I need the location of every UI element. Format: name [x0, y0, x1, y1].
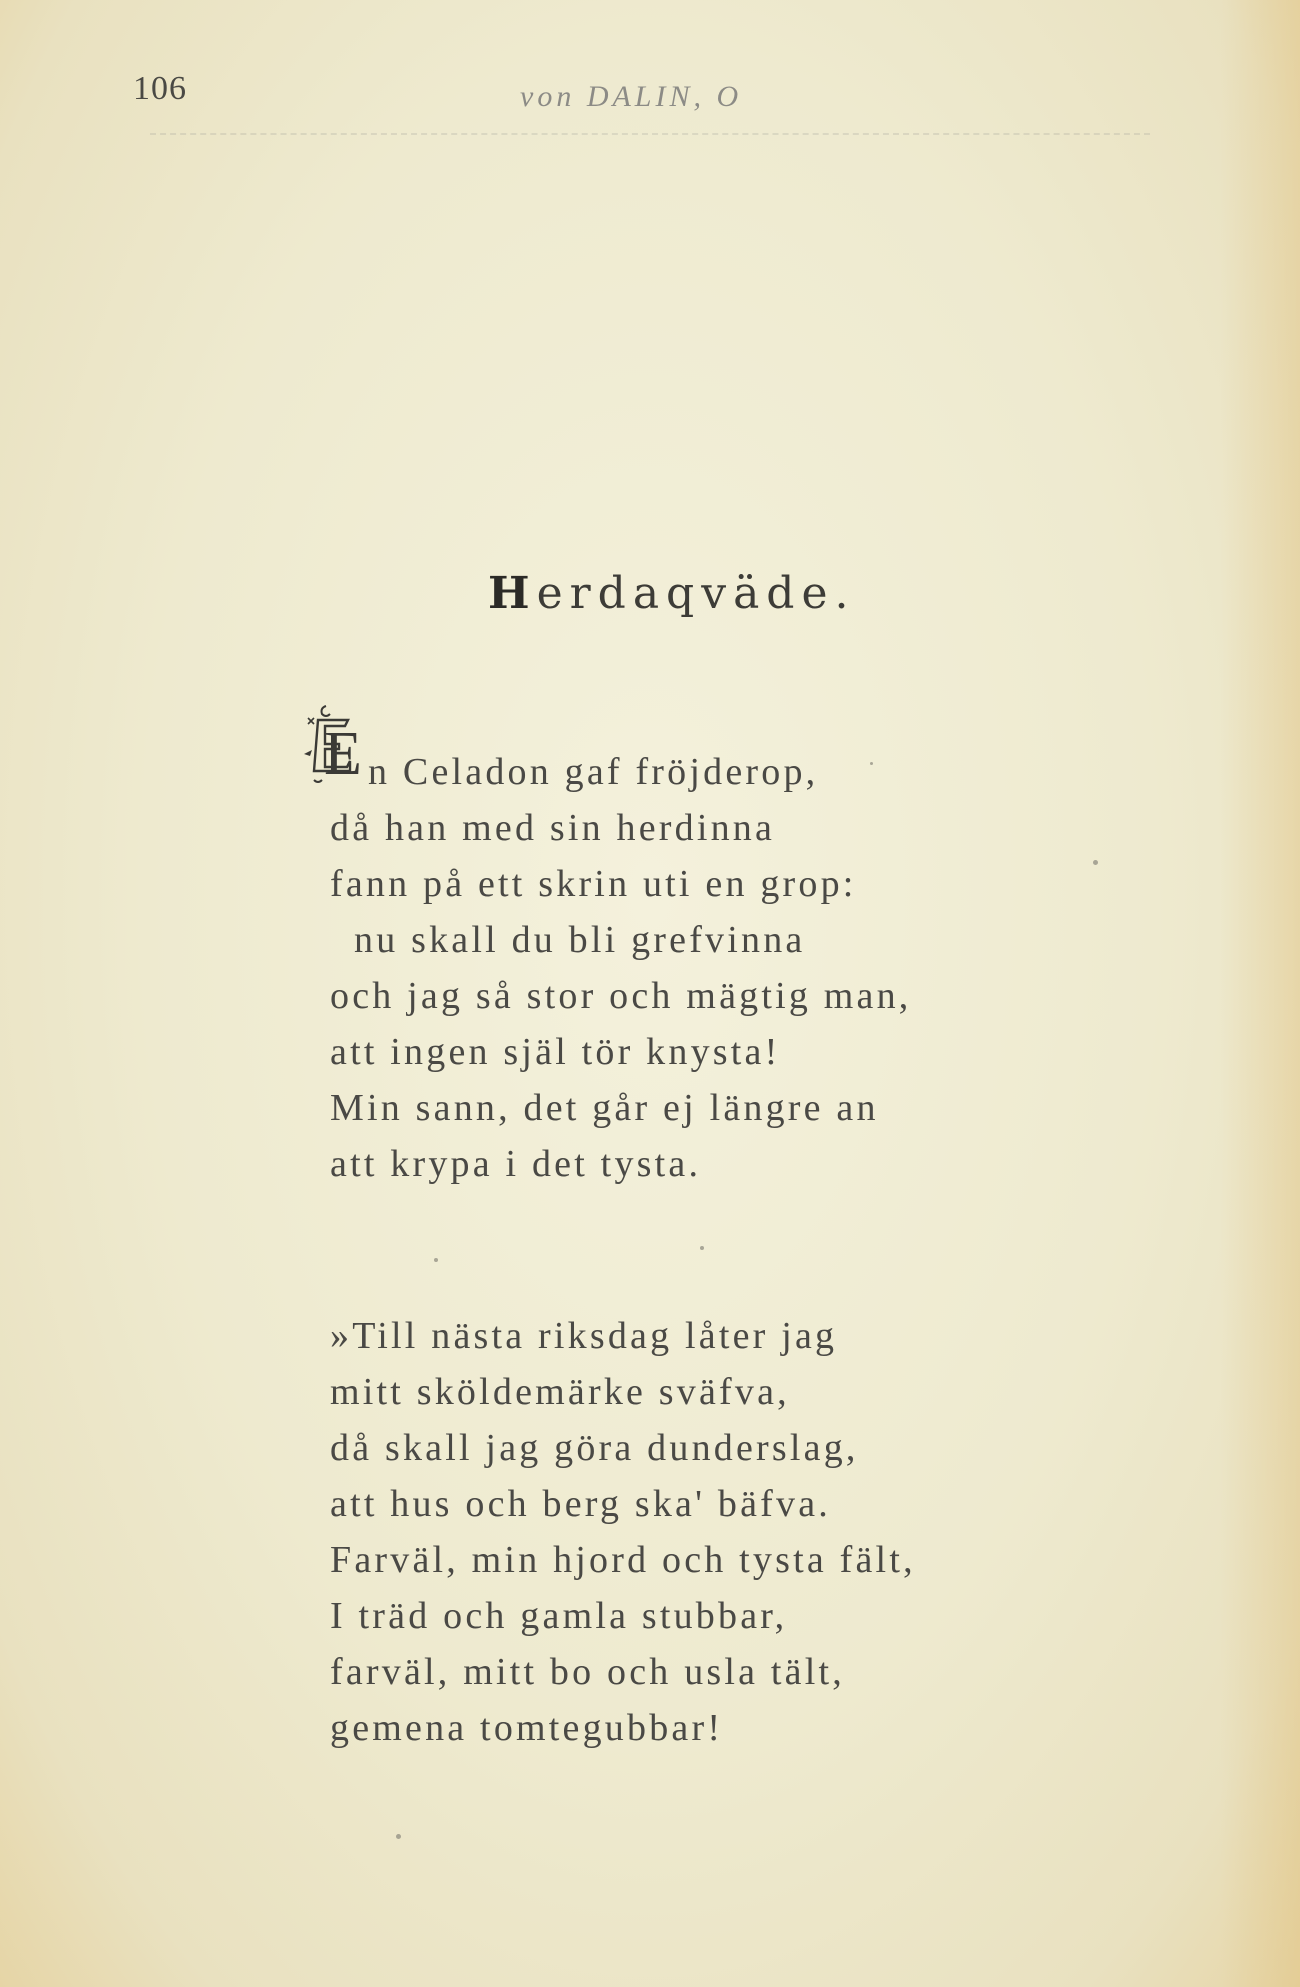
- title-rest: erdaqväde.: [536, 568, 856, 619]
- verse-line: Min sann, det går ej längre an: [330, 1087, 879, 1129]
- verse-line: då han med sin herdinna: [330, 807, 776, 849]
- verse-line: farväl, mitt bo och usla tält,: [330, 1651, 845, 1693]
- stanza-2: [330, 1308, 916, 1756]
- verse-line: att ingen själ tör knysta!: [330, 1031, 781, 1073]
- verse-line: I träd och gamla stubbar,: [330, 1595, 788, 1637]
- verse-line: mitt sköldemärke sväfva,: [330, 1371, 790, 1413]
- paper-speck: [1093, 860, 1098, 865]
- page-edge-tint: [1220, 0, 1300, 1987]
- verse-line: n Celadon gaf fröjderop,: [368, 751, 819, 793]
- verse-line: gemena tomtegubbar!: [330, 1707, 724, 1749]
- verse-line: då skall jag göra dunderslag,: [330, 1427, 859, 1469]
- paper-speck: [396, 1834, 401, 1839]
- verse-line: att krypa i det tysta.: [330, 1143, 702, 1185]
- page-number: 106: [133, 70, 187, 107]
- stanza-1: [330, 744, 911, 1192]
- verse-line: att hus och berg ska' bäfva.: [330, 1483, 831, 1525]
- title-initial: H: [488, 568, 537, 619]
- verse-line: Farväl, min hjord och tysta fält,: [330, 1539, 916, 1581]
- drop-cap-letter: E: [324, 720, 362, 788]
- verse-line: nu skall du bli grefvinna: [354, 919, 806, 961]
- header-rule: [150, 133, 1150, 135]
- verse-line: »Till nästa riksdag låter jag: [330, 1315, 838, 1357]
- paper-speck: [434, 1258, 438, 1262]
- verse-line: och jag så stor och mägtig man,: [330, 975, 912, 1017]
- paper-speck: [700, 1246, 704, 1250]
- paper-speck: [870, 762, 873, 765]
- verse-line: fann på ett skrin uti en grop:: [330, 863, 857, 905]
- running-head: von DALIN, O: [520, 80, 743, 113]
- poem-title: [488, 568, 856, 619]
